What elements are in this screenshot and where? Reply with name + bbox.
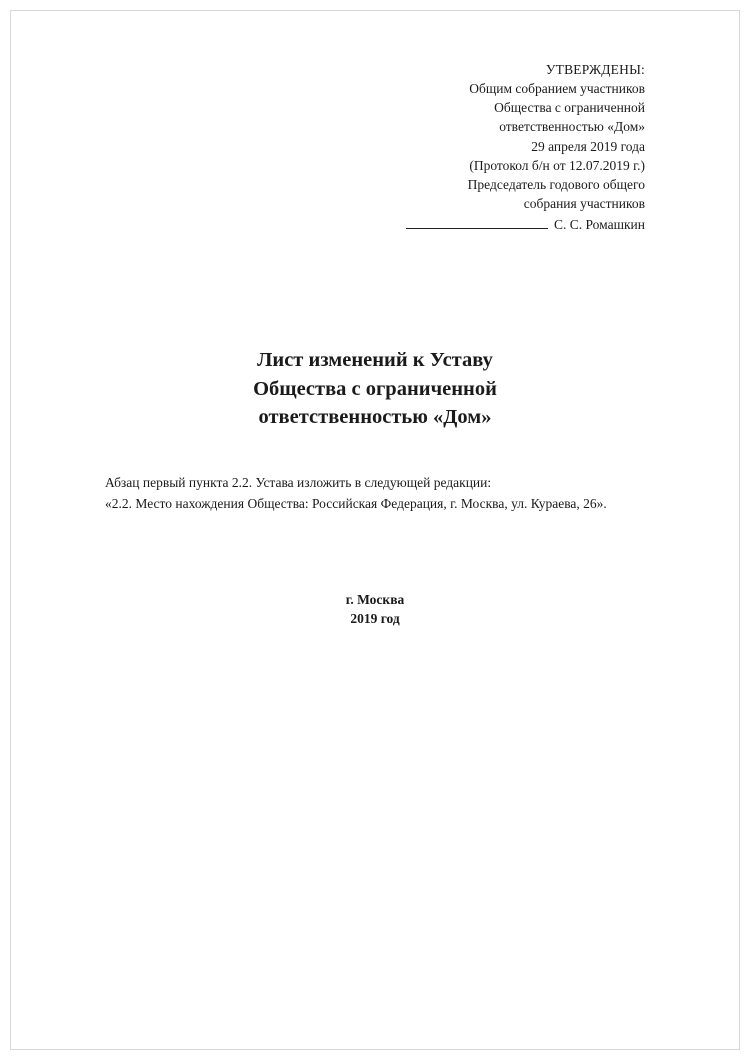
approval-title: УТВЕРЖДЕНЫ: xyxy=(545,62,645,77)
page-title xyxy=(105,346,645,431)
footer-city: г. Москва xyxy=(345,591,405,607)
signature-rule xyxy=(406,216,548,229)
body-paragraph-2: «2.2. Место нахождения Общества: Российская Федерация, г. Москва, ул. Кураева, 26». xyxy=(105,495,607,511)
page-title-line-2: Общества с ограниченной xyxy=(253,377,497,400)
footer-block xyxy=(105,590,645,629)
page-title-line-3: ответственностью «Дом» xyxy=(258,405,492,428)
body-paragraph-1: Абзац первый пункта 2.2. Устава изложить в следующей редакции: xyxy=(105,475,492,491)
page-title-line-1: Лист изменений к Уставу xyxy=(257,349,493,372)
approval-line-7: собрания участников xyxy=(523,196,645,212)
document-content xyxy=(105,60,645,629)
signature-name: С. С. Ромашкин xyxy=(553,217,645,233)
approval-block xyxy=(345,60,645,234)
approval-line-5: (Протокол б/н от 12.07.2019 г.) xyxy=(469,157,645,173)
approval-line-6: Председатель годового общего xyxy=(467,176,645,192)
body-text xyxy=(105,473,645,514)
approval-line-1: Общим собранием участников xyxy=(469,81,645,97)
approval-line-2: Общества с ограниченной xyxy=(494,100,645,116)
footer-year: 2019 год xyxy=(350,611,400,627)
signature-row xyxy=(345,215,645,234)
approval-line-4: 29 апреля 2019 года xyxy=(531,138,645,154)
approval-line-3: ответственностью «Дом» xyxy=(499,119,645,135)
